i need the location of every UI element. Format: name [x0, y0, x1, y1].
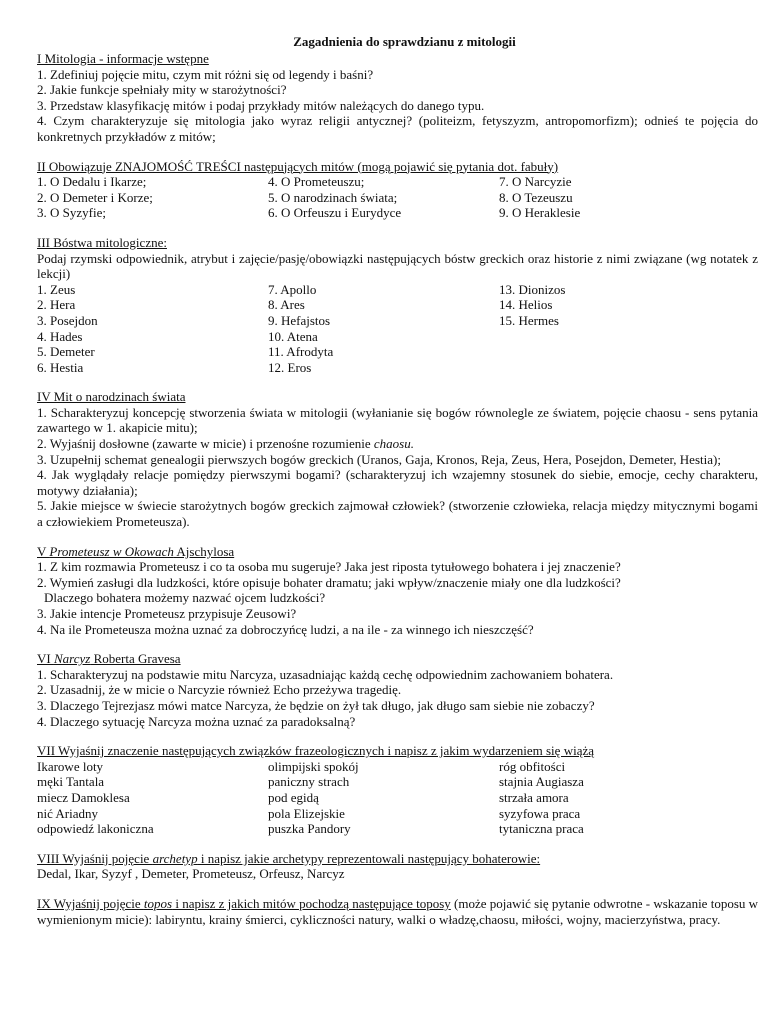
section-8-heading-term: archetyp — [152, 850, 198, 866]
list-item: miecz Damoklesa — [37, 789, 130, 805]
list-item: 5. Demeter — [37, 344, 95, 360]
list-item: stajnia Augiasza — [499, 774, 584, 790]
section-4-item-2-text: 2. Wyjaśnij dosłowne (zawarte w micie) i przenośne rozumienie — [37, 436, 374, 452]
list-item: 2. O Demeter i Korze; — [37, 189, 153, 205]
section-5-heading-suffix: Ajschylosa — [173, 543, 235, 559]
section-6-item-3: 3. Dlaczego Tejrezjasz mówi matce Narcyza, że będzie on żył tak długo, jak długo sam siebie nie zobaczy? — [37, 697, 595, 713]
section-8-heading-suffix: i napisz jakie archetypy reprezentowali następujący bohaterowie: — [197, 850, 541, 866]
list-item: 13. Dionizos — [499, 281, 566, 297]
list-item: męki Tantala — [37, 774, 105, 790]
phrases-list — [37, 759, 758, 837]
section-1-item-3: 3. Przedstaw klasyfikację mitów i podaj przykłady mitów należących do danego typu. — [37, 97, 485, 113]
section-5-heading-prefix: V — [37, 543, 50, 559]
section-5-item-4: 4. Na ile Prometeusza można uznać za dobroczyńcę ludzi, a na ile - za winnego ich nieszczęść? — [37, 621, 534, 637]
section-5-heading — [37, 544, 758, 560]
list-item — [499, 360, 758, 376]
list-item: 7. O Narcyzie — [499, 174, 572, 190]
section-5-item-3: 3. Jakie intencje Prometeusz przypisuje Zeusowi? — [37, 606, 297, 621]
section-8 — [37, 851, 758, 882]
list-item — [499, 344, 758, 360]
list-item: 8. Ares — [268, 297, 305, 313]
section-8-heading-prefix: VIII Wyjaśnij pojęcie — [37, 850, 153, 866]
section-6-heading-suffix: Roberta Gravesa — [90, 651, 181, 667]
section-9-heading-prefix: IX Wyjaśnij pojęcie — [37, 895, 144, 911]
list-item: 15. Hermes — [499, 312, 559, 328]
list-item: pola Elizejskie — [268, 805, 345, 821]
list-item: 1. O Dedalu i Ikarze; — [37, 174, 147, 190]
section-4-item-2-emphasis: chaosu. — [373, 436, 414, 452]
section-5-item-1: 1. Z kim rozmawia Prometeusz i co ta osoba mu sugeruje? Jaka jest riposta tytułowego bohatera i jej znaczenie? — [37, 559, 621, 575]
section-1-item-2: 2. Jakie funkcje spełniały mity w starożytności? — [37, 82, 287, 98]
section-7 — [37, 743, 758, 837]
list-item: 3. O Syzyfie; — [37, 205, 106, 221]
list-item: 14. Helios — [499, 297, 553, 313]
section-4-item-5: 5. Jakie miejsce w świecie starożytnych bogów greckich zajmował człowiek? (stworzenie człowieka, relacja między mitycznymi bogami a człowiekiem Prometeusza). — [37, 498, 758, 530]
list-item: Ikarowe loty — [37, 758, 104, 774]
section-2 — [37, 159, 758, 221]
list-item: 1. Zeus — [37, 281, 76, 297]
list-item: 11. Afrodyta — [268, 344, 334, 360]
list-item: odpowiedź lakoniczna — [37, 821, 154, 837]
list-item: syzyfowa praca — [499, 805, 581, 821]
section-4-heading: IV Mit o narodzinach świata — [37, 389, 186, 405]
list-item: paniczny strach — [268, 774, 350, 790]
section-1-heading: I Mitologia - informacje wstępne — [37, 51, 209, 66]
section-2-heading: II Obowiązuje ZNAJOMOŚĆ TREŚCI następujących mitów (mogą pojawić się pytania dot. fabuły) — [37, 158, 559, 174]
section-9-heading-suffix: i napisz z jakich mitów pochodzą następujące toposy — [172, 895, 451, 911]
section-9 — [37, 896, 758, 927]
section-6-item-4: 4. Dlaczego sytuację Narcyza można uznać za paradoksalną? — [37, 713, 356, 729]
list-item: 2. Hera — [37, 297, 76, 313]
list-item: puszka Pandory — [268, 821, 351, 837]
section-4 — [37, 389, 758, 529]
list-item: strzała amora — [499, 789, 569, 805]
list-item: 5. O narodzinach świata; — [268, 189, 398, 205]
list-item: 8. O Tezeuszu — [499, 189, 573, 205]
myths-list — [37, 174, 758, 221]
list-item: 6. Hestia — [37, 359, 84, 375]
document-title: Zagadnienia do sprawdzianu z mitologii — [293, 34, 516, 49]
section-6-item-2: 2. Uzasadnij, że w micie o Narcyzie również Echo przeżywa tragedię. — [37, 682, 402, 698]
section-8-heading — [37, 851, 758, 867]
list-item: 3. Posejdon — [37, 312, 98, 328]
list-item — [499, 329, 758, 345]
section-6 — [37, 651, 758, 729]
list-item: pod egidą — [268, 789, 319, 805]
list-item: tytaniczna praca — [499, 821, 584, 837]
section-3-intro: Podaj rzymski odpowiednik, atrybut i zajęcie/pasję/obowiązki następujących bóstw greckich oraz historie z nimi związane (wg notatek z lekcji) — [37, 250, 758, 282]
section-1 — [37, 51, 758, 145]
section-5-heading-title: Prometeusz w Okowach — [49, 543, 174, 559]
list-item: 4. Hades — [37, 328, 83, 344]
list-item: 6. O Orfeuszu i Eurydyce — [268, 205, 402, 221]
section-4-item-1: 1. Scharakteryzuj koncepcję stworzenia świata w mitologii (wyłanianie się bogów równolegle ze światem, pojęcie chaosu - sens pytania zawartego w 1. akapicie mitu); — [37, 404, 758, 436]
section-4-item-3: 3. Uzupełnij schemat genealogii pierwszych bogów greckich (Uranos, Gaja, Kronos, Reja, Zeus, Hera, Posejdon, Demeter, Hestia); — [37, 451, 721, 467]
list-item: 12. Eros — [268, 359, 312, 375]
list-item: 9. O Heraklesie — [499, 205, 581, 221]
section-9-heading-term: topos — [143, 895, 173, 911]
section-9-text: (może pojawić się pytanie odwrotne - wskazanie toposu w wymienionym micie): labiryntu, krainy śmierci, cykliczności natury, walki o władzę,chaosu, miłości, wojny, macierzyństwa, pracy. — [37, 895, 759, 927]
section-6-heading-title: Narcyz — [53, 651, 91, 667]
section-8-text: Dedal, Ikar, Syzyf , Demeter, Prometeusz, Orfeusz, Narcyz — [37, 866, 345, 882]
section-1-item-4: 4. Czym charakteryzuje się mitologia jako wyraz religii antycznej? (politeizm, fetyszyzm, antropomorfizm); odnieś te pojęcia do konkretnych przykładów z mitów; — [37, 113, 758, 144]
section-5-item-2-continued: Dlaczego bohatera możemy nazwać ojcem ludzkości? — [44, 590, 326, 606]
list-item: 7. Apollo — [268, 281, 317, 297]
list-item: 10. Atena — [268, 328, 318, 344]
section-3-heading: III Bóstwa mitologiczne: — [37, 234, 167, 250]
section-7-heading: VII Wyjaśnij znaczenie następujących związków frazeologicznych i napisz z jakim wydarzeniem się wiążą — [37, 743, 595, 759]
gods-list — [37, 282, 758, 376]
list-item: 4. O Prometeuszu; — [268, 174, 365, 190]
section-6-item-1: 1. Scharakteryzuj na podstawie mitu Narcyza, uzasadniając każdą cechę odpowiednim zachowaniem bohatera. — [37, 666, 614, 682]
list-item: 9. Hefajstos — [268, 312, 331, 328]
section-1-item-1: 1. Zdefiniuj pojęcie mitu, czym mit różni się od legendy i baśni? — [37, 66, 374, 82]
section-4-item-2 — [37, 436, 758, 452]
section-6-heading — [37, 651, 758, 667]
section-5-item-2: 2. Wymień zasługi dla ludzkości, które opisuje bohater dramatu; jaki wpływ/znaczenie miały one dla ludzkości? — [37, 574, 621, 590]
list-item: olimpijski spokój — [268, 758, 359, 774]
list-item: róg obfitości — [499, 758, 566, 774]
section-4-item-4: 4. Jak wyglądały relacje pomiędzy pierwszymi bogami? (scharakteryzuj ich wzajemny stosunek do siebie, emocje, cechy charakteru, motywy działania); — [37, 467, 758, 498]
section-3 — [37, 235, 758, 375]
section-6-heading-prefix: VI — [37, 651, 54, 667]
section-5 — [37, 544, 758, 638]
section-9-paragraph — [37, 896, 758, 927]
list-item: nić Ariadny — [37, 805, 99, 821]
